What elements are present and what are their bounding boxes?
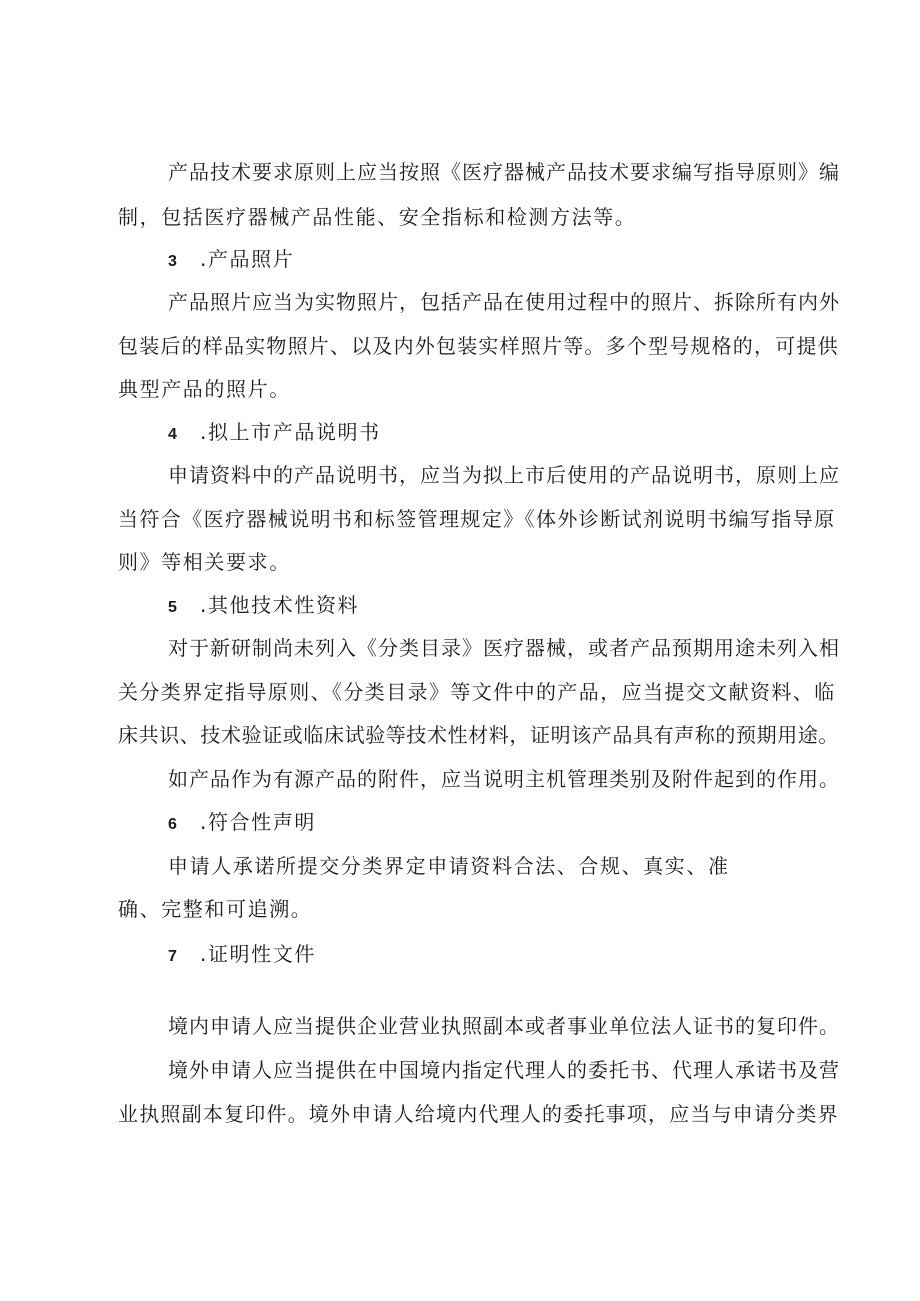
section-heading-6	[168, 808, 316, 839]
section-heading-5	[168, 591, 359, 622]
paragraph-line: 境内申请人应当提供企业营业执照副本或者事业单位法人证书的复印件。	[168, 1014, 840, 1038]
section-title: .拟上市产品说明书	[200, 420, 381, 444]
paragraph-line: 确、完整和可追溯。	[118, 897, 313, 921]
paragraph-line: 申请人承诺所提交分类界定申请资料合法、合规、真实、准	[168, 854, 730, 878]
section-title: .符合性声明	[200, 810, 316, 834]
paragraph-line: 产品照片应当为实物照片，包括产品在使用过程中的照片、拆除所有内外	[168, 290, 840, 314]
paragraph-line: 制，包括医疗器械产品性能、安全指标和检测方法等。	[118, 205, 637, 229]
paragraph-line: 申请资料中的产品说明书，应当为拟上市后使用的产品说明书，原则上应	[168, 463, 840, 487]
paragraph-line: 如产品作为有源产品的附件，应当说明主机管理类别及附件起到的作用。	[168, 767, 840, 791]
paragraph-line: 则》等相关要求。	[118, 550, 291, 574]
section-number: 4	[168, 426, 177, 443]
paragraph-line: 关分类界定指导原则、《分类目录》等文件中的产品，应当提交文献资料、临	[118, 680, 836, 704]
section-title: .产品照片	[200, 247, 295, 271]
section-title: .证明性文件	[200, 942, 316, 966]
paragraph-line: 床共识、技术验证或临床试验等技术性材料，证明该产品具有声称的预期用途。	[118, 723, 839, 747]
section-heading-3	[168, 245, 294, 276]
paragraph-line: 业执照副本复印件。境外申请人给境内代理人的委托事项，应当与申请分类界	[118, 1102, 839, 1126]
paragraph-line: 产品技术要求原则上应当按照《医疗器械产品技术要求编写指导原则》编	[168, 160, 840, 184]
section-title: .其他技术性资料	[200, 593, 360, 617]
section-number: 7	[168, 948, 177, 965]
section-number: 5	[168, 599, 177, 616]
paragraph-line: 包装后的样品实物照片、以及内外包装实样照片等。多个型号规格的，可提供	[118, 334, 839, 358]
paragraph-line: 对于新研制尚未列入《分类目录》医疗器械，或者产品预期用途未列入相	[168, 636, 840, 660]
paragraph-line: 典型产品的照片。	[118, 377, 291, 401]
section-number: 6	[168, 816, 177, 833]
section-heading-7	[168, 940, 316, 971]
paragraph-line: 当符合《医疗器械说明书和标签管理规定》《体外诊断试剂说明书编写指导原	[118, 507, 836, 531]
paragraph-line: 境外申请人应当提供在中国境内指定代理人的委托书、代理人承诺书及营	[168, 1058, 840, 1082]
section-heading-4	[168, 418, 381, 449]
section-number: 3	[168, 253, 177, 270]
